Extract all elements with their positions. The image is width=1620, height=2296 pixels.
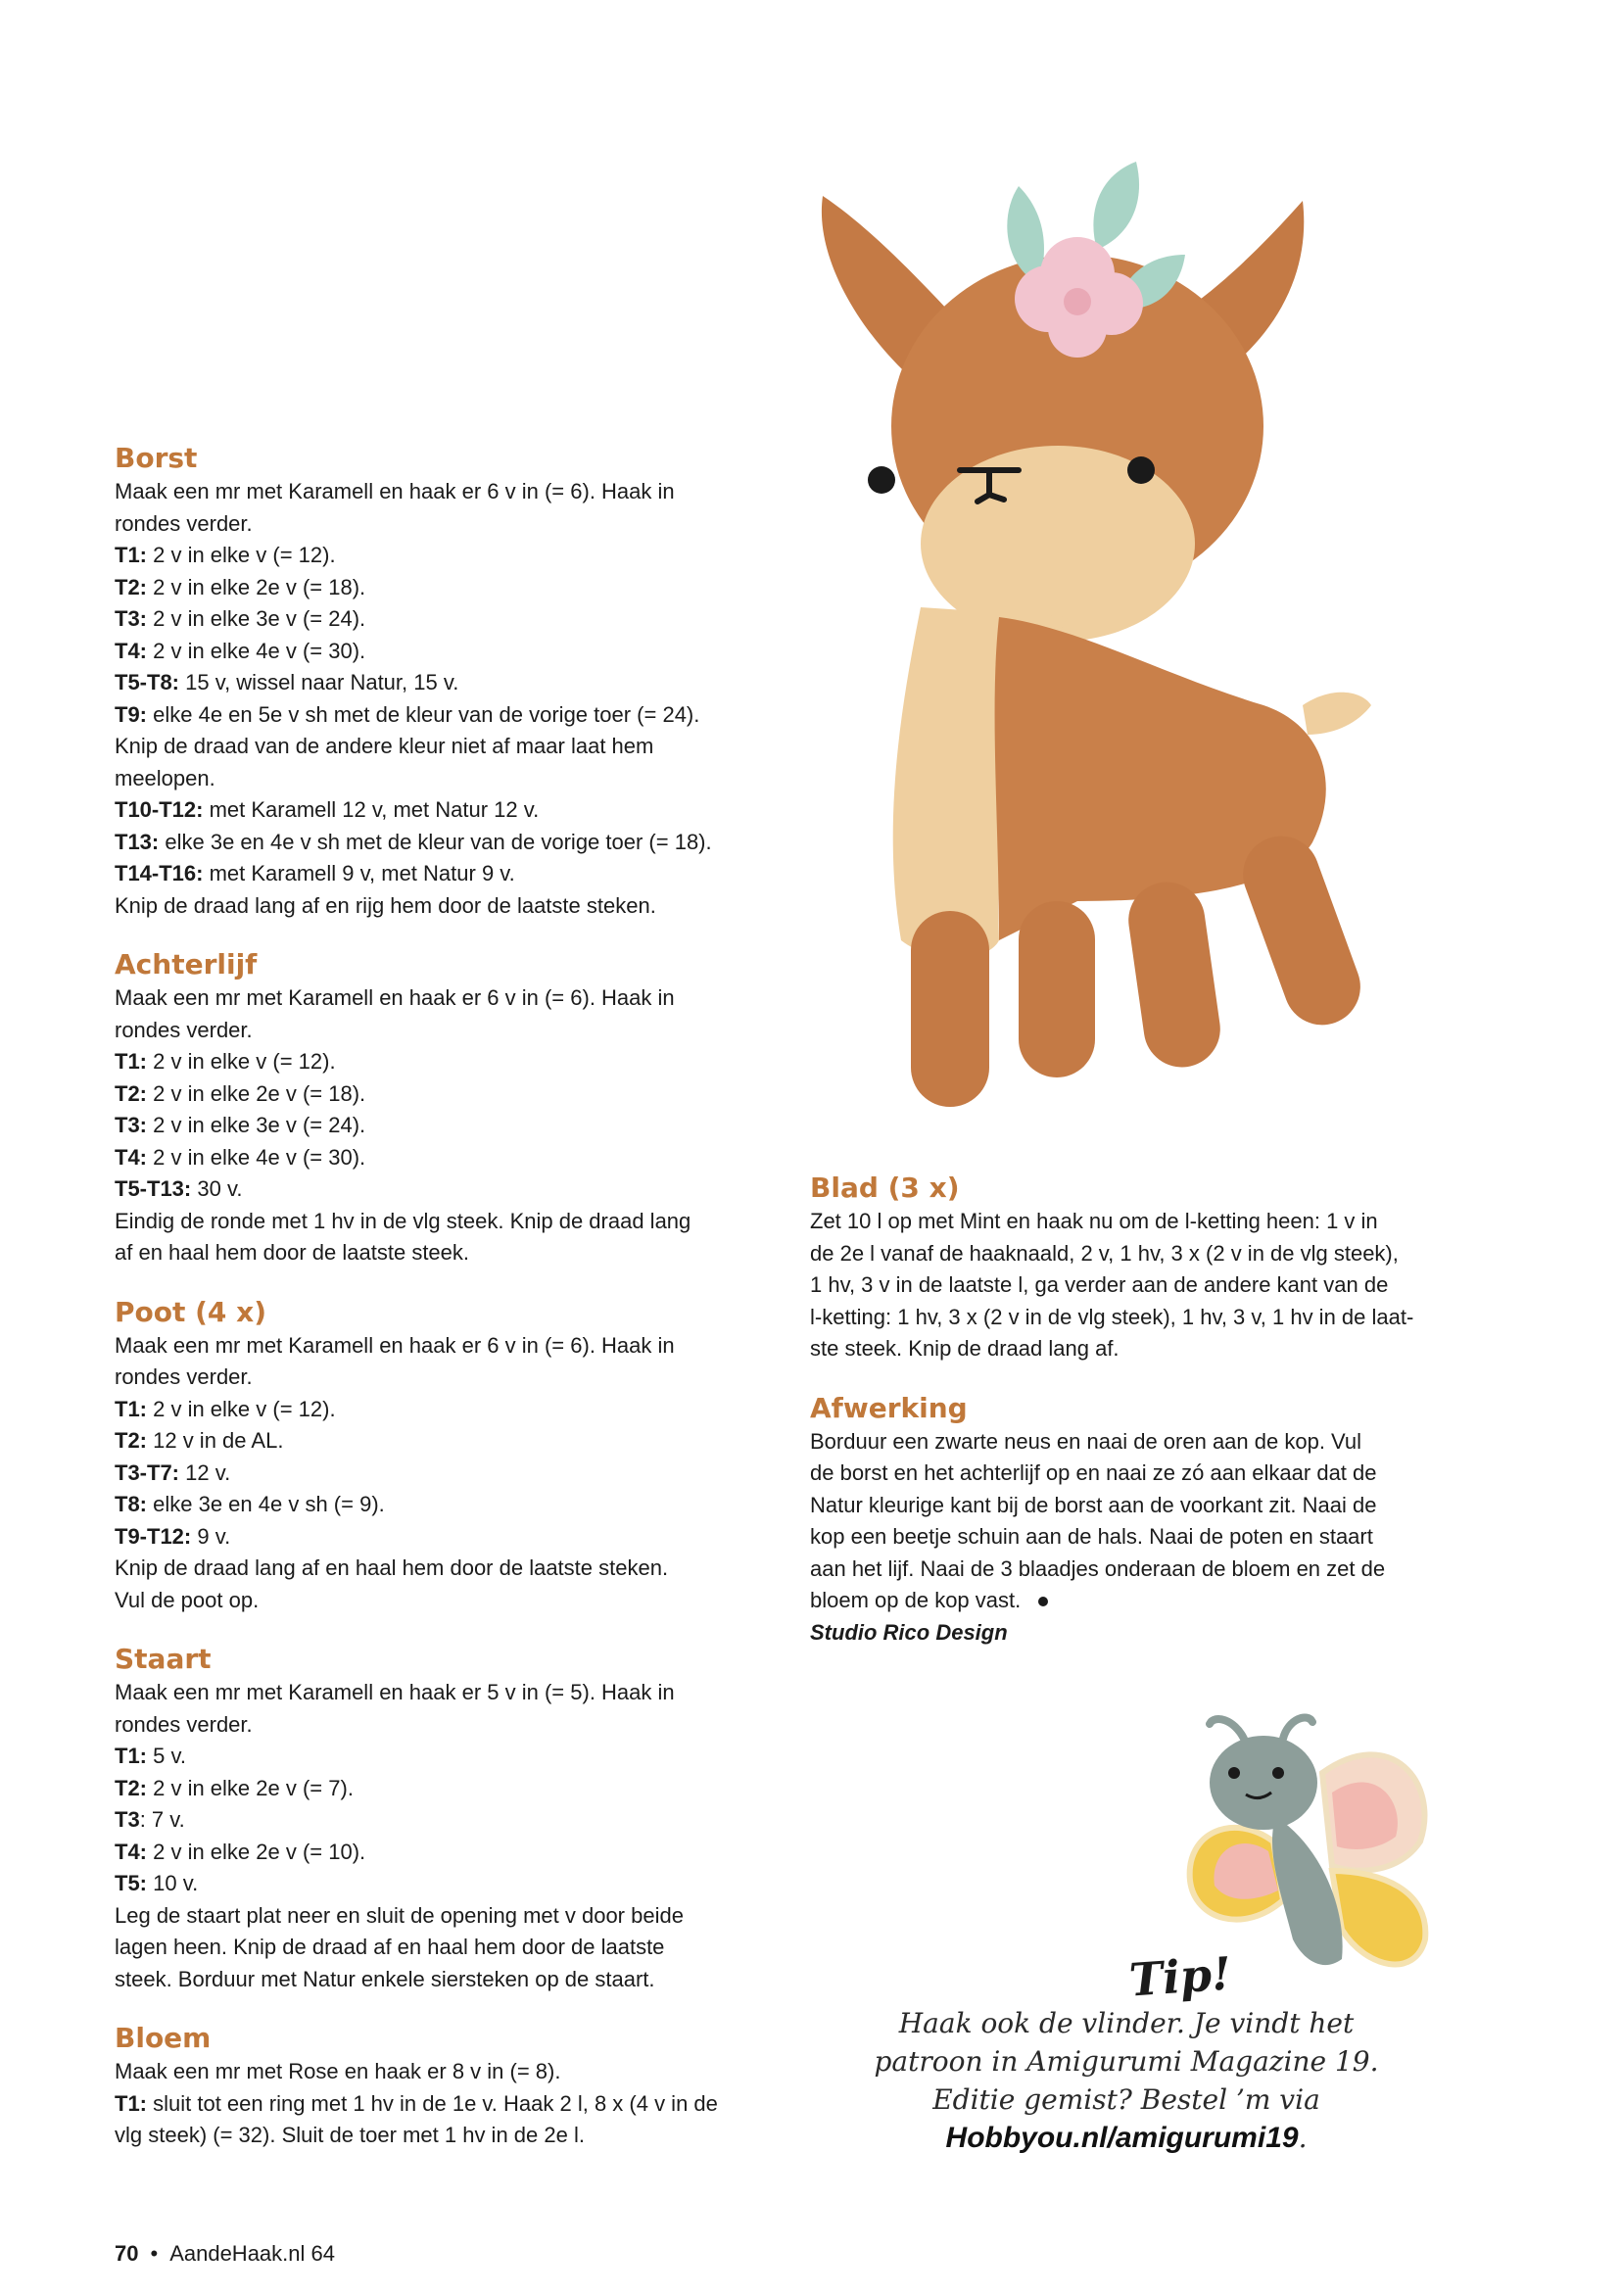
instruction-text: l-ketting: 1 hv, 3 x (2 v in de vlg steek), 1 hv, 3 v, 1 hv in de laat- [810, 1304, 1414, 1329]
tip-link-suffix: . [1298, 2122, 1308, 2154]
instruction-line [115, 1709, 790, 1742]
butterfly-head [1210, 1736, 1317, 1830]
deer-leg [911, 911, 989, 1107]
round-label: T2: [115, 1428, 147, 1453]
instruction-line [810, 1333, 1486, 1365]
round-label: T1: [115, 2090, 147, 2116]
right-column [810, 1171, 1486, 1674]
round-label: T2: [115, 574, 147, 599]
instruction-line [115, 1804, 790, 1837]
section-heading: Bloem [115, 2022, 212, 2054]
instruction-line [115, 1330, 790, 1363]
instruction-text: 2 v in elke 2e v (= 10). [147, 1839, 366, 1864]
instruction-line [810, 1238, 1486, 1270]
page-number: 70 [115, 2241, 139, 2266]
design-credit: Studio Rico Design [810, 1619, 1008, 1645]
tip-box [842, 1946, 1410, 2157]
left-column [115, 441, 790, 2177]
round-label: T1: [115, 1396, 147, 1421]
instruction-line [115, 890, 790, 923]
instruction-text: Maak een mr met Karamell en haak er 6 v in (= 6). Haak in [115, 1332, 675, 1358]
tip-line: Haak ook de vlinder. Je vindt het [898, 2007, 1355, 2039]
round-label: T3: [115, 606, 147, 631]
instruction-text: ste steek. Knip de draad lang af. [810, 1336, 1120, 1361]
round-label: T8: [115, 1492, 147, 1516]
instruction-line [810, 1521, 1486, 1554]
instruction-line [810, 1585, 1486, 1617]
section-staart [115, 1642, 790, 1995]
instruction-line [115, 1173, 790, 1206]
instruction-line [115, 1900, 790, 1933]
instruction-line [115, 1394, 790, 1426]
instruction-line [115, 731, 790, 763]
footer-separator: • [150, 2241, 159, 2266]
page-footer [115, 2239, 335, 2269]
round-label: T10-T12: [115, 797, 204, 822]
tip-link[interactable]: Hobbyou.nl/amigurumi19 [945, 2122, 1299, 2154]
instruction-text: Natur kleurige kant bij de borst aan de voorkant zit. Naai de [810, 1492, 1377, 1517]
round-label: T3: [115, 1113, 147, 1137]
instruction-text: Maak een mr met Karamell en haak er 6 v in (= 6). Haak in [115, 479, 675, 503]
instruction-text: bloem op de kop vast. [810, 1588, 1022, 1612]
round-label: T2: [115, 1775, 147, 1800]
instruction-line [810, 1490, 1486, 1522]
instruction-line [115, 1553, 790, 1585]
butterfly-antenna [1210, 1719, 1244, 1739]
deer-leg [1123, 877, 1225, 1072]
instruction-line [115, 982, 790, 1015]
instruction-text: rondes verder. [115, 1364, 253, 1389]
instruction-line [115, 1677, 790, 1709]
instruction-text: 2 v in elke v (= 12). [147, 1049, 336, 1074]
section-achterlijf [115, 947, 790, 1269]
instruction-text: Leg de staart plat neer en sluit de opening met v door beide [115, 1902, 684, 1928]
instruction-text: met Karamell 9 v, met Natur 9 v. [203, 861, 515, 885]
instruction-line [115, 667, 790, 699]
instruction-line [115, 476, 790, 508]
instruction-line [115, 636, 790, 668]
instruction-text: elke 4e en 5e v sh met de kleur van de vorige toer (= 24). [147, 701, 700, 727]
instruction-line [115, 699, 790, 732]
instruction-line [810, 1458, 1486, 1490]
instruction-text: 9 v. [191, 1523, 231, 1549]
section-heading: Staart [115, 1643, 212, 1675]
instruction-line [115, 858, 790, 890]
section-heading: Poot (4 x) [115, 1295, 267, 1328]
instruction-line [115, 540, 790, 572]
instruction-line [115, 1015, 790, 1047]
instruction-text: 2 v in elke v (= 12). [147, 543, 336, 567]
instruction-text: 2 v in elke 4e v (= 30). [147, 1144, 366, 1170]
round-label: T3 [115, 1807, 140, 1832]
round-label: T9: [115, 701, 147, 727]
instruction-line [810, 1426, 1486, 1459]
deer-leg [1019, 901, 1095, 1077]
instruction-line [810, 1554, 1486, 1586]
round-label: T14-T16: [115, 861, 204, 885]
instruction-text: 15 v, wissel naar Natur, 15 v. [179, 670, 459, 694]
leaf-shape [1093, 162, 1139, 250]
instruction-line [115, 1362, 790, 1394]
instruction-line [115, 1142, 790, 1174]
instruction-text: Vul de poot op. [115, 1587, 260, 1612]
instruction-text: Knip de draad lang af en rijg hem door de laatste steken. [115, 892, 656, 918]
instruction-line [115, 2056, 790, 2088]
instruction-text: Eindig de ronde met 1 hv in de vlg steek. Knip de draad lang [115, 1208, 691, 1233]
instruction-text: rondes verder. [115, 510, 253, 536]
instruction-text: de 2e l vanaf de haaknaald, 2 v, 1 hv, 3 x (2 v in de vlg steek), [810, 1240, 1399, 1266]
instruction-text: sluit tot een ring met 1 hv in de 1e v. Haak 2 l, 8 x (4 v in de [147, 2090, 718, 2116]
section-bloem [115, 2021, 790, 2152]
instruction-text: Maak een mr met Karamell en haak er 5 v in (= 5). Haak in [115, 1680, 675, 1704]
instruction-line [115, 1932, 790, 1964]
instruction-text: 12 v. [179, 1459, 231, 1485]
section-heading: Afwerking [810, 1391, 968, 1424]
instruction-line [115, 2088, 790, 2121]
instruction-text: 12 v in de AL. [147, 1428, 284, 1453]
round-label: T9-T12: [115, 1523, 192, 1549]
deer-leg [1232, 826, 1371, 1036]
instruction-line [115, 1585, 790, 1617]
section-heading: Borst [115, 442, 198, 474]
round-label: T5-T13: [115, 1176, 192, 1201]
instruction-line [115, 1964, 790, 1996]
instruction-text: 2 v in elke 2e v (= 18). [147, 574, 366, 599]
publication-name: AandeHaak.nl 64 [169, 2241, 335, 2266]
instruction-line [115, 763, 790, 795]
instruction-line [115, 1837, 790, 1869]
instruction-line [115, 1741, 790, 1773]
instruction-text: Zet 10 l op met Mint en haak nu om de l-ketting heen: 1 v in [810, 1209, 1378, 1233]
tip-line: patroon in Amigurumi Magazine 19. [874, 2045, 1379, 2078]
section-afwerking [810, 1391, 1486, 1649]
instruction-line [115, 794, 790, 827]
instruction-text: rondes verder. [115, 1711, 253, 1737]
section-borst [115, 441, 790, 922]
section-heading: Achterlijf [115, 948, 258, 981]
instruction-text: met Karamell 12 v, met Natur 12 v. [203, 797, 540, 822]
instruction-line [115, 1489, 790, 1521]
instruction-text: af en haal hem door de laatste steek. [115, 1240, 470, 1265]
instruction-text: lagen heen. Knip de draad af en haal hem door de laatste [115, 1935, 665, 1959]
instruction-text: aan het lijf. Naai de 3 blaadjes onderaan de bloem en zet de [810, 1555, 1386, 1581]
instruction-line [115, 1521, 790, 1554]
instruction-line [115, 1206, 790, 1238]
instruction-text: steek. Borduur met Natur enkele siersteken op de staart. [115, 1966, 655, 1991]
round-label: T4: [115, 1144, 147, 1170]
section-blad [810, 1171, 1486, 1365]
instruction-text: de borst en het achterlijf op en naai ze zó aan elkaar dat de [810, 1460, 1377, 1485]
instruction-line [810, 1269, 1486, 1302]
instruction-line [810, 1302, 1486, 1334]
instruction-line [115, 1237, 790, 1269]
instruction-text: 5 v. [147, 1744, 186, 1768]
instruction-text: 30 v. [191, 1176, 243, 1201]
round-label: T5-T8: [115, 670, 179, 694]
deer-eye-left [868, 466, 895, 494]
instruction-line [115, 1458, 790, 1490]
instruction-text: Knip de draad lang af en haal hem door de laatste steken. [115, 1555, 669, 1580]
instruction-text: Borduur een zwarte neus en naai de oren aan de kop. Vul [810, 1428, 1362, 1454]
instruction-text: 2 v in elke 2e v (= 7). [147, 1775, 354, 1800]
round-label: T3-T7: [115, 1459, 179, 1485]
tip-title: Tip! [1127, 1946, 1233, 2007]
instruction-line [115, 603, 790, 636]
round-label: T5: [115, 1871, 147, 1895]
instruction-text: 2 v in elke 3e v (= 24). [147, 606, 366, 631]
tip-link-line [842, 2119, 1410, 2157]
instruction-line [115, 1046, 790, 1078]
instruction-text: 2 v in elke v (= 12). [147, 1396, 336, 1421]
instruction-line [115, 508, 790, 541]
round-label: T1: [115, 1744, 147, 1768]
instruction-text: Knip de draad van de andere kleur niet af maar laat hem [115, 734, 654, 758]
instruction-text: : 7 v. [139, 1807, 185, 1832]
round-label: T4: [115, 1839, 147, 1864]
instruction-line [115, 1868, 790, 1900]
instruction-text: meelopen. [115, 765, 215, 790]
instruction-text: Maak een mr met Rose en haak er 8 v in (= 8). [115, 2059, 561, 2083]
instruction-line [115, 1425, 790, 1458]
instruction-line [115, 1110, 790, 1142]
instruction-text: elke 3e en 4e v sh (= 9). [147, 1492, 385, 1516]
instruction-line [115, 1078, 790, 1111]
instruction-text: vlg steek) (= 32). Sluit de toer met 1 hv in de 2e l. [115, 2123, 585, 2147]
instruction-text: kop een beetje schuin aan de hals. Naai de poten en staart [810, 1524, 1373, 1549]
tip-line: Editie gemist? Bestel ’m via [932, 2083, 1320, 2116]
round-label: T1: [115, 543, 147, 567]
instruction-line [115, 2120, 790, 2152]
round-label: T2: [115, 1080, 147, 1106]
instruction-text: 2 v in elke 2e v (= 18). [147, 1080, 366, 1106]
instruction-line [810, 1206, 1486, 1238]
deer-amigurumi-photo [754, 157, 1440, 1146]
instruction-text: 1 hv, 3 v in de laatste l, ga verder aan de andere kant van de [810, 1272, 1389, 1297]
instruction-text: 2 v in elke 4e v (= 30). [147, 638, 366, 663]
instruction-text: 2 v in elke 3e v (= 24). [147, 1113, 366, 1137]
instruction-text: rondes verder. [115, 1017, 253, 1042]
instruction-text: 10 v. [147, 1871, 199, 1895]
deer-eye-right [1127, 456, 1155, 484]
section-heading: Blad (3 x) [810, 1172, 960, 1204]
round-label: T4: [115, 638, 147, 663]
instruction-text: elke 3e en 4e v sh met de kleur van de vorige toer (= 18). [159, 829, 712, 854]
instruction-text: Maak een mr met Karamell en haak er 6 v in (= 6). Haak in [115, 985, 675, 1010]
round-label: T1: [115, 1049, 147, 1074]
round-label: T13: [115, 829, 160, 854]
instruction-line [115, 572, 790, 604]
butterfly-antenna [1283, 1717, 1312, 1739]
section-poot [115, 1295, 790, 1617]
end-bullet-icon [1038, 1597, 1048, 1606]
instruction-line [115, 827, 790, 859]
instruction-line [115, 1773, 790, 1805]
deer-tail [1303, 693, 1371, 735]
